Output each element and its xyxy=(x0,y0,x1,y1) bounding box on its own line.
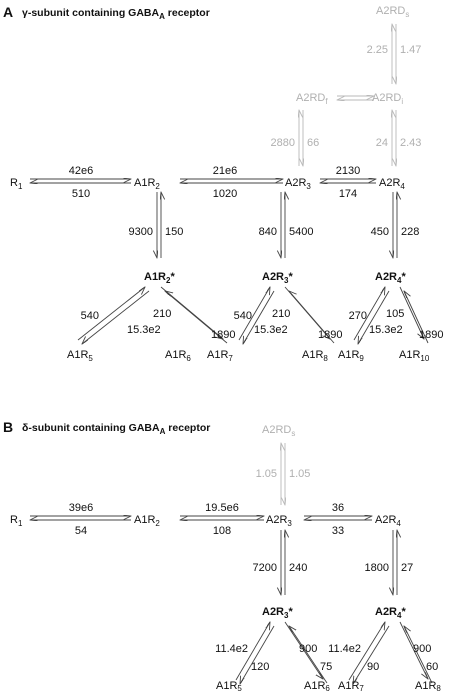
rate-a1r2-a2r3-backward: 1020 xyxy=(212,188,238,200)
state-b-r1: $R_1$ xyxy=(10,514,23,528)
panel-a xyxy=(3,4,443,363)
state-b-a1r5: A1R5 xyxy=(216,680,242,691)
rate-b-a2r3-opening: 7200 xyxy=(252,562,277,574)
rate-a1r10-a2r4s: 1890 xyxy=(419,329,444,341)
panel-b xyxy=(3,419,441,691)
state-a1r6: $A1R_6$ xyxy=(165,349,191,363)
rate-a2r3s-a1r8: 15.3e2 xyxy=(254,324,288,336)
rate-b-a1r8-a2r4s: 60 xyxy=(426,661,439,673)
state-a1r8: $A1R_8$ xyxy=(302,349,328,363)
rate-a2rdi-a2rds: 2.25 xyxy=(366,44,388,56)
rate-b-a2r3-a2r4-backward: 33 xyxy=(331,525,345,537)
state-b-a2r4: $A2R_4$ xyxy=(375,514,401,528)
state-b-a2rds: $A2RD_s$ xyxy=(262,424,296,438)
state-b-a1r7: A1R7 xyxy=(338,680,364,691)
rate-b-a2r4s-a1r7: 90 xyxy=(367,661,380,673)
state-a2r3-open: $A2R_3*$ xyxy=(262,271,293,285)
state-r1: $R_1$ xyxy=(10,177,23,191)
panel-a-title: γ-subunit containing $GABA_A$ receptor xyxy=(22,7,210,21)
rate-b-a2r3s-a1r5: 120 xyxy=(251,661,270,673)
state-a2rds: $A2RD_s$ xyxy=(376,5,410,19)
rate-a1r2s-a1r6: 15.3e2 xyxy=(127,324,161,336)
rate-a2r3-opening: 840 xyxy=(258,226,277,238)
rate-r1-a1r2-forward: 42e6 xyxy=(68,165,94,177)
panel-a-rates xyxy=(69,44,444,341)
rate-a1r7-a2r3s: 540 xyxy=(233,310,252,322)
state-a1r7: $A1R_7$ xyxy=(207,349,233,363)
state-a1r2: $A1R_2$ xyxy=(134,177,160,191)
rate-b-a2r4-closing: 27 xyxy=(401,562,414,574)
state-a1r9: $A1R_9$ xyxy=(338,349,364,363)
rate-a2rdf-a2r3: 66 xyxy=(307,137,320,149)
rate-b-a2r3-a2rds: 1.05 xyxy=(255,468,277,480)
state-b-a2r3: $A2R_3$ xyxy=(266,514,292,528)
rate-a2r4-a2rdi: 24 xyxy=(375,137,388,149)
state-a2r3: $A2R_3$ xyxy=(285,177,311,191)
rate-a2r3-a2r4-backward: 174 xyxy=(338,188,358,200)
rate-b-a2r3-a2r4-forward: 36 xyxy=(331,502,345,514)
rate-b-a1r7-a2r4s: 11.4e2 xyxy=(328,643,361,655)
rate-a2r3s-a1r7: 210 xyxy=(272,308,291,320)
panel-b-rates xyxy=(69,468,438,673)
rate-b-a2r4-opening: 1800 xyxy=(364,562,389,574)
rate-a2rdi-a2r4: 2.43 xyxy=(400,137,422,149)
rate-a1r2s-a1r5: 210 xyxy=(153,308,172,320)
rate-a1r6-a1r2s: 1890 xyxy=(211,329,236,341)
arrow-b-a2r3s-to-a1r5 xyxy=(240,626,274,684)
rate-r1-a1r2-backward: 510 xyxy=(71,188,91,200)
rate-a2r4-closing: 228 xyxy=(401,226,420,238)
rate-b-a2r3-closing: 240 xyxy=(289,562,308,574)
state-a1r5: $A1R_5$ xyxy=(67,349,93,363)
rate-a2r4s-a1r10: 15.3e2 xyxy=(369,324,403,336)
arrow-b-a2r4s-to-a1r7 xyxy=(353,626,389,684)
rate-a2r4-opening: 450 xyxy=(370,226,389,238)
state-b-a1r6: A1R6 xyxy=(304,680,330,691)
rate-b-r1-a1r2-backward: 54 xyxy=(74,525,88,537)
state-a2rdi: $A2RD_i$ xyxy=(372,92,404,106)
rate-b-a2r4s-a1r8: 900 xyxy=(413,643,432,655)
rate-a2r4s-a1r9: 105 xyxy=(386,308,405,320)
rate-a2r3-a2r4-forward: 2130 xyxy=(335,165,361,177)
rate-b-a1r2-a2r3-forward: 19.5e6 xyxy=(205,502,239,514)
panel-a-arrows xyxy=(30,24,428,344)
panel-a-letter: A xyxy=(3,4,14,20)
rate-a1r9-a2r4s: 270 xyxy=(348,310,367,322)
state-a2r4: $A2R_4$ xyxy=(379,177,405,191)
rate-b-a2r3s-a1r6: 900 xyxy=(299,643,318,655)
state-b-a2r4-open: $A2R_4*$ xyxy=(375,606,406,620)
state-a2rdf: $A2RD_f$ xyxy=(296,92,328,106)
rate-a1r5-a1r2s: 540 xyxy=(80,310,99,322)
rate-b-r1-a1r2-forward: 39e6 xyxy=(68,502,94,514)
panel-b-letter: B xyxy=(3,419,14,435)
rate-a2r3-closing: 5400 xyxy=(289,226,314,238)
rate-b-a1r5-a2r3s: 11.4e2 xyxy=(215,643,248,655)
state-b-a1r2: $A1R_2$ xyxy=(134,514,160,528)
rate-b-a1r6-a2r3s: 75 xyxy=(320,661,333,673)
rate-a2r3-a2rdf: 2880 xyxy=(270,137,295,149)
panel-b-title: δ-subunit containing $GABA_A$ receptor xyxy=(22,422,211,436)
state-b-a2r3-open: $A2R_3*$ xyxy=(262,606,293,620)
rate-a1r2-closing: 150 xyxy=(165,226,184,238)
state-a1r10: $A1R_{10}$ xyxy=(399,349,430,363)
state-a2r4-open: $A2R_4*$ xyxy=(375,271,406,285)
rate-a2rds-a2rdi: 1.47 xyxy=(400,44,422,56)
rate-b-a2rds-a2r3: 1.05 xyxy=(289,468,311,480)
rate-b-a1r2-a2r3-backward: 108 xyxy=(212,525,232,537)
state-b-a1r8: A1R8 xyxy=(415,680,441,691)
state-a1r2-open: $A1R_2*$ xyxy=(144,271,175,285)
rate-a1r2-a2r3-forward: 21e6 xyxy=(212,165,238,177)
rate-a1r2-opening: 9300 xyxy=(128,226,153,238)
rate-a1r8-a2r3s: 1890 xyxy=(318,329,343,341)
